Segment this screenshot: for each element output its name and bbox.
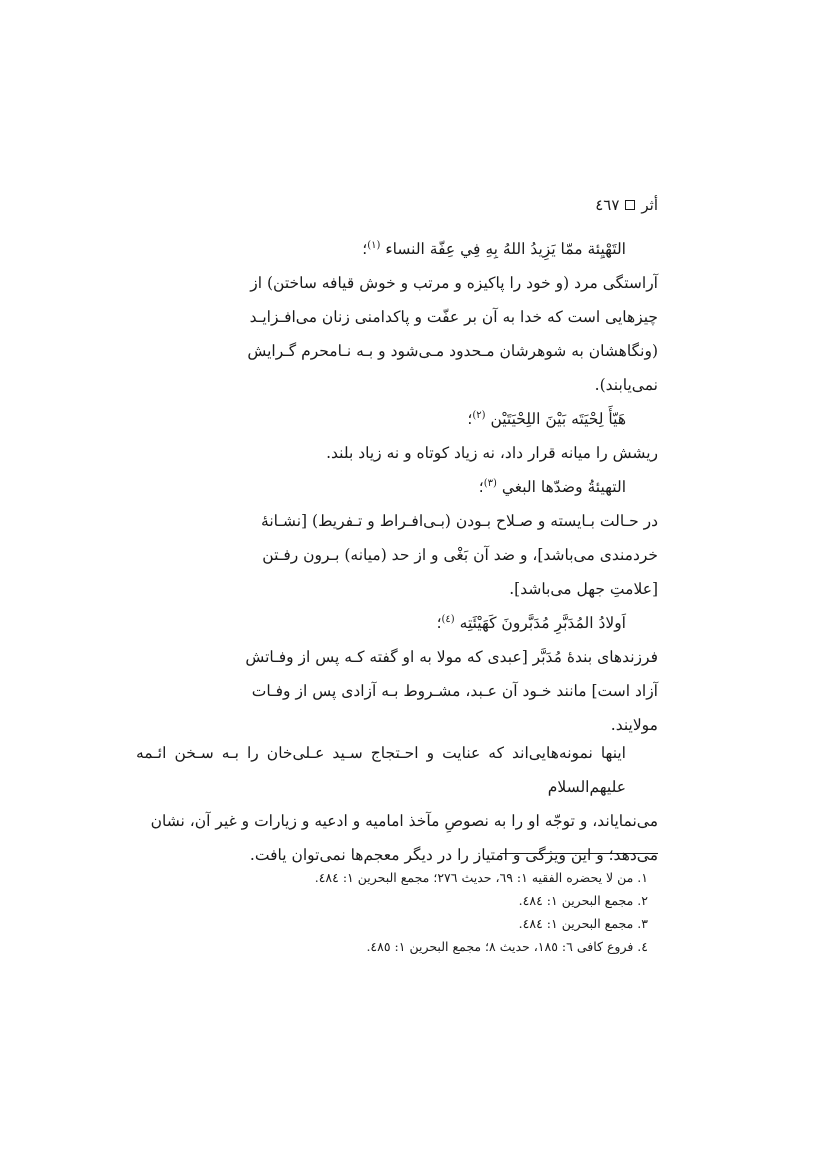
- footnotes: [168, 866, 658, 958]
- entry-1-line: (ونگاهشان به شوهرشان مـحدود مـی‌شود و بـه نـامحرم گـرایش: [247, 342, 658, 360]
- entry-2-arabic: هَيّأَ لِحْيَتَه بَيْنَ اللِحْيَتَيْن: [490, 410, 626, 428]
- entry-3-line: [علامتِ جهل می‌باشد].: [509, 580, 658, 598]
- page-number: ٤٦٧: [595, 196, 620, 214]
- entry-2-punct: ؛: [467, 410, 473, 428]
- footnote-ref-2[interactable]: (٢): [472, 409, 486, 421]
- entry-2-line: ریشش را میانه قرار داد، نه زیاد کوتاه و نه زیاد بلند.: [326, 444, 658, 462]
- entry-3-arabic: التهيئةُ وضدّها البغي: [501, 478, 626, 496]
- closing-paragraph: [136, 736, 658, 872]
- entry-4-punct: ؛: [436, 614, 442, 632]
- entry-4-line: آزاد است] مانند خـود آن عـبد، مشـروط بـه آزادی پس از وفـات: [251, 682, 658, 700]
- paragraph-line: می‌نمایاند، و توجّه او را به نصوصِ مآخذ امامیه و ادعیه و زیارات و غیر آن، نشان: [150, 812, 658, 830]
- header-title: أثر: [641, 196, 658, 214]
- main-text: [168, 232, 658, 742]
- entry-3-punct: ؛: [478, 478, 484, 496]
- entry-1-arabic: التَهْيِئة ممّا يَزِيدُ اللهُ بِهِ فِي عِفّة النساء: [385, 240, 626, 258]
- paragraph-line: اینها نمونه‌هایی‌اند که عنایت و احـتجاج سـید عـلی‌خان را بـه سـخن ائـمه علیهم‌السلام: [136, 744, 626, 796]
- entry-3-heading: [168, 470, 658, 504]
- footnote-ref-1[interactable]: (١): [367, 239, 381, 251]
- entry-1-heading: [168, 232, 658, 266]
- entry-4-line: فرزندهای بندهٔ مُدَبَّر [عبدی که مولا به او گفته کـه پس از وفـاتش: [245, 648, 658, 666]
- entry-1-line: چیزهایی است که خدا به آن بر عفّت و پاکدامنی زنان می‌افـزایـد: [249, 308, 658, 326]
- entry-2-heading: [168, 402, 658, 436]
- entry-1-punct: ؛: [362, 240, 368, 258]
- footnote-3: ٣. مجمع البحرين ١: ٤٨٤.: [518, 916, 648, 931]
- entry-3-line: خردمندی می‌باشد]، و ضد آن بَغْی و از حد (میانه) بـرون رفـتن: [262, 546, 658, 564]
- entry-4-heading: [168, 606, 658, 640]
- entry-1-line: آراستگی مرد (و خود را پاکیزه و مرتب و خوش قیافه ساختن) از: [250, 274, 658, 292]
- running-header: [595, 196, 658, 214]
- square-ornament-icon: [625, 200, 635, 210]
- footnote-1: ١. من لا يحضره الفقيه ١: ٦٩، حديث ٢٧٦؛ مجمع البحرين ١: ٤٨٤.: [314, 870, 648, 885]
- entry-1-line: نمی‌یابند).: [594, 376, 658, 394]
- footnote-divider: [500, 853, 658, 854]
- entry-4-arabic: اَولادُ المُدَبَّرِ مُدَبَّرونَ كَهَيْئَتِه: [459, 614, 626, 632]
- footnote-4: ٤. فروع كافى ٦: ١٨٥، حديث ٨؛ مجمع البحرين ١: ٤٨٥.: [366, 939, 648, 954]
- footnote-ref-3[interactable]: (٣): [483, 477, 497, 489]
- footnote-ref-4[interactable]: (٤): [441, 613, 455, 625]
- footnote-2: ٢. مجمع البحرين ١: ٤٨٤.: [518, 893, 648, 908]
- entry-3-line: در حـالت بـایسته و صـلاح بـودن (بـی‌افـراط و تـفریط) [نشـانهٔ: [261, 512, 658, 530]
- paragraph-line: می‌دهد؛ و این ویژگی و امتیاز را در دیگر معجم‌ها نمی‌توان یافت.: [249, 846, 658, 864]
- entry-4-line: مولایند.: [610, 716, 658, 734]
